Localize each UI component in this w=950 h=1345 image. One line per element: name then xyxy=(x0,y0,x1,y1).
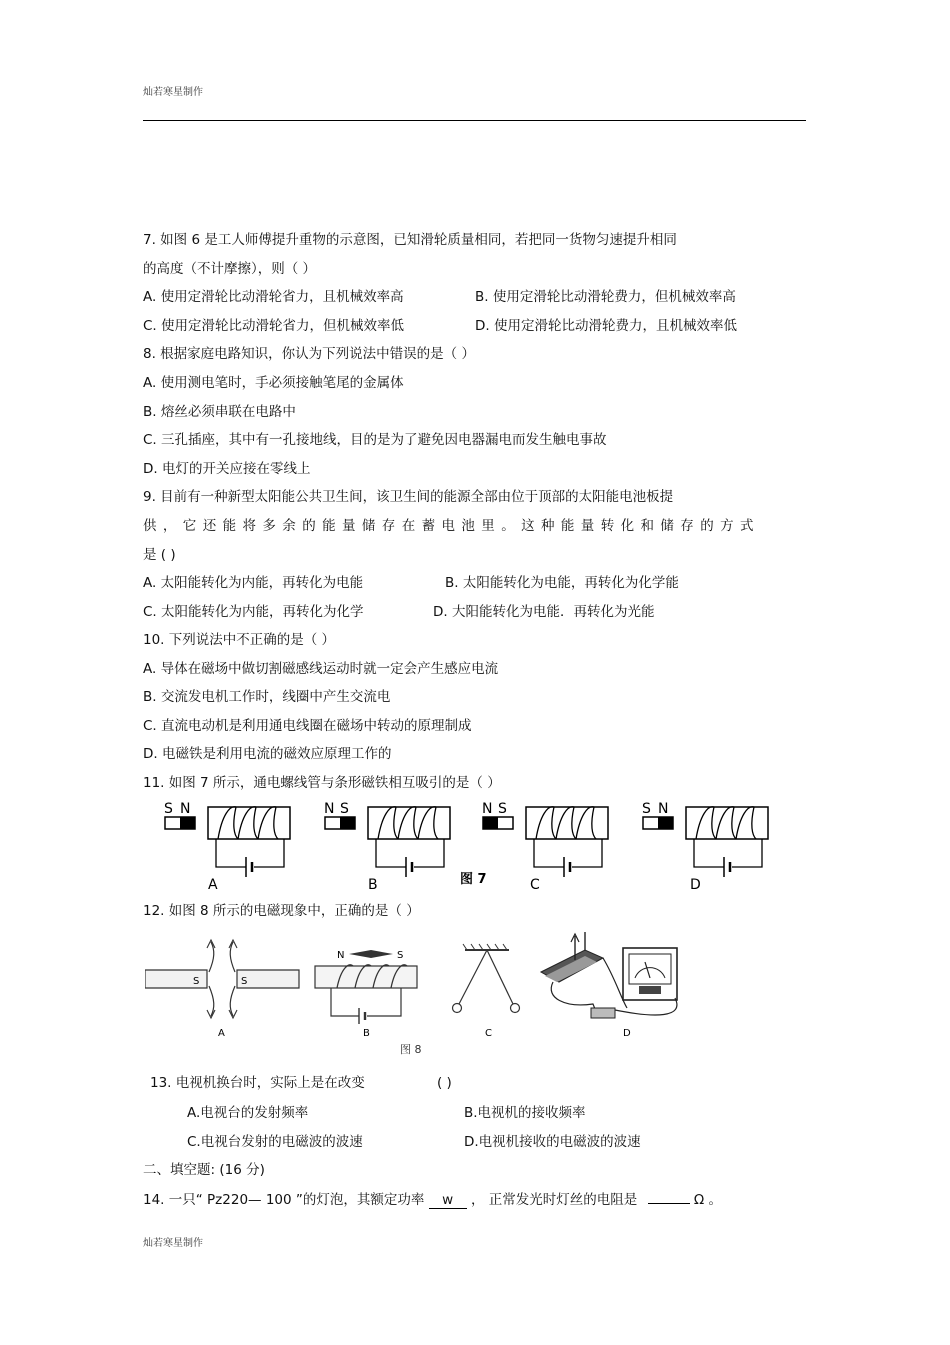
fig7-option-c xyxy=(482,801,608,893)
q13-option-c: C.电视台发射的电磁波的波速 xyxy=(187,1134,363,1150)
page-footer: 灿若寒星制作 xyxy=(143,1238,203,1249)
q8-option-b: B. 熔丝必须串联在电路中 xyxy=(143,404,296,420)
q8-option-c: C. 三孔插座，其中有一孔接地线，目的是为了避免因电器漏电而发生触电事故 xyxy=(143,432,607,448)
page-header: 灿若寒星制作 xyxy=(143,87,203,98)
fig8-b-label: B xyxy=(363,1028,370,1039)
q8-option-a: A. 使用测电笔时，手必须接触笔尾的金属体 xyxy=(143,375,404,391)
fig8-caption: 图 8 xyxy=(400,1043,422,1056)
fig7-c-left-pole: N xyxy=(482,801,493,817)
fig7-option-a xyxy=(164,801,290,893)
q14-part3: Ω 。 xyxy=(693,1192,722,1208)
q14-part2: ， 正常发光时灯丝的电阻是 xyxy=(470,1192,638,1208)
q8-option-d: D. 电灯的开关应接在零线上 xyxy=(143,461,311,477)
fig8-d-label: D xyxy=(623,1028,631,1039)
q7-option-b: B. 使用定滑轮比动滑轮费力，但机械效率高 xyxy=(475,289,736,305)
q9-line1: 9. 目前有一种新型太阳能公共卫生间，该卫生间的能源全部由位于顶部的太阳能电池板提 xyxy=(143,489,674,505)
fig7-c-right-pole: S xyxy=(498,801,507,817)
fig8-b-compass-s: S xyxy=(397,950,404,961)
fig7-b-left-pole: N xyxy=(324,801,335,817)
fig7-b-right-pole: S xyxy=(340,801,349,817)
q14-blank-resistance[interactable] xyxy=(648,1203,690,1204)
q10-option-a: A. 导体在磁场中做切割磁感线运动时就一定会产生感应电流 xyxy=(143,661,499,677)
q10-option-d: D. 电磁铁是利用电流的磁效应原理工作的 xyxy=(143,746,392,762)
q7-line2: 的高度（不计摩擦），则（ ） xyxy=(143,261,317,277)
q9-option-a: A. 太阳能转化为内能，再转化为电能 xyxy=(143,575,364,591)
fig7-c-label: C xyxy=(530,877,540,893)
q7-option-d: D. 使用定滑轮比动滑轮费力，且机械效率低 xyxy=(475,318,737,334)
q8-stem: 8. 根据家庭电路知识，你认为下列说法中错误的是（ ） xyxy=(143,346,475,362)
fig7-a-left-pole: S xyxy=(164,801,173,817)
fig8-c-label: C xyxy=(485,1028,492,1039)
fig8-option-b xyxy=(315,950,417,1039)
q13-option-b: B.电视机的接收频率 xyxy=(464,1105,586,1121)
fig7-a-label: A xyxy=(208,877,218,893)
q9-option-c: C. 太阳能转化为内能，再转化为化学 xyxy=(143,604,364,620)
q9-option-d: D. 大阳能转化为电能．再转化为光能 xyxy=(433,604,655,620)
q10-stem: 10. 下列说法中不正确的是（ ） xyxy=(143,632,336,648)
fig7-d-right-pole: N xyxy=(658,801,669,817)
q13-option-d: D.电视机接收的电磁波的波速 xyxy=(464,1134,641,1150)
figure-7 xyxy=(150,795,790,895)
q7-line1: 7. 如图 6 是工人师傅提升重物的示意图，已知滑轮质量相同，若把同一货物匀速提升相同 xyxy=(143,232,677,248)
q9-option-b: B. 太阳能转化为电能，再转化为化学能 xyxy=(445,575,679,591)
q11-stem: 11. 如图 7 所示，通电螺线管与条形磁铁相互吸引的是（ ） xyxy=(143,775,501,791)
q7-option-a: A. 使用定滑轮比动滑轮省力，且机械效率高 xyxy=(143,289,404,305)
q14-part1: 14. 一只“ Pz220— 100 ”的灯泡，其额定功率 xyxy=(143,1192,425,1208)
fig7-caption: 图 7 xyxy=(460,872,487,887)
fig7-a-right-pole: N xyxy=(180,801,191,817)
fig8-b-compass-n: N xyxy=(337,950,345,961)
fig7-d-label: D xyxy=(690,877,701,893)
q14-blank-power[interactable]: w xyxy=(429,1192,467,1209)
fig8-a-pole-right: S xyxy=(241,976,248,987)
q9-line2: 供，它还能将多余的能量储存在蓄电池里。这种能量转化和储存的方式 xyxy=(143,518,760,534)
header-rule xyxy=(143,120,806,121)
q9-line3: 是 ( ) xyxy=(143,547,176,563)
section2-title: 二、填空题: (16 分) xyxy=(143,1162,265,1178)
fig8-option-d xyxy=(541,932,677,1039)
q13-stem: 13. 电视机换台时，实际上是在改变 xyxy=(150,1075,365,1091)
fig8-option-c xyxy=(453,944,520,1039)
q7-option-c: C. 使用定滑轮比动滑轮省力，但机械效率低 xyxy=(143,318,405,334)
fig8-a-label: A xyxy=(218,1028,225,1039)
q13-paren: ( ) xyxy=(437,1075,452,1091)
q12-stem: 12. 如图 8 所示的电磁现象中，正确的是（ ） xyxy=(143,903,420,919)
q14-line xyxy=(143,1192,722,1209)
fig7-b-label: B xyxy=(368,877,378,893)
q10-option-c: C. 直流电动机是利用通电线圈在磁场中转动的原理制成 xyxy=(143,718,472,734)
figure-8 xyxy=(145,928,705,1063)
fig7-option-d xyxy=(642,801,768,893)
fig8-a-pole-left: S xyxy=(193,976,200,987)
fig7-d-left-pole: S xyxy=(642,801,651,817)
q10-option-b: B. 交流发电机工作时，线圈中产生交流电 xyxy=(143,689,391,705)
fig7-option-b xyxy=(324,801,450,893)
fig8-option-a xyxy=(145,940,299,1039)
q13-option-a: A.电视台的发射频率 xyxy=(187,1105,309,1121)
